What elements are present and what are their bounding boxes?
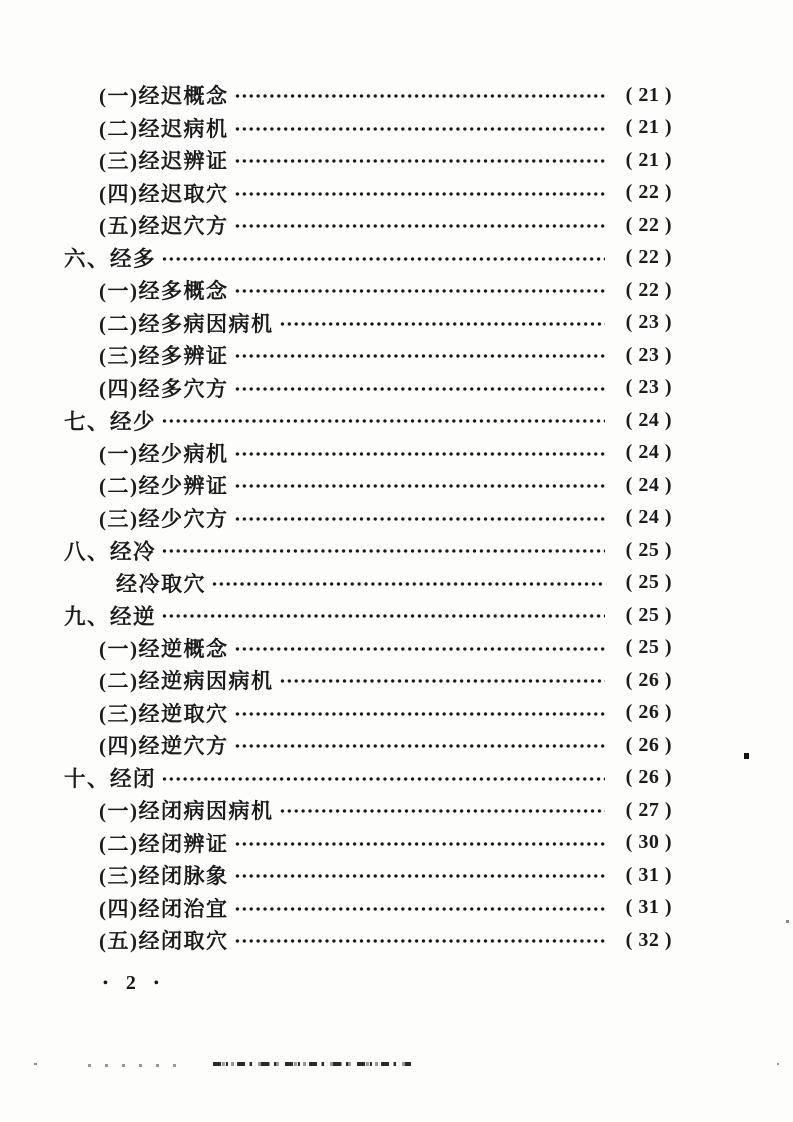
toc-entry-label: (二)经少辨证 xyxy=(99,474,229,499)
dot-leader xyxy=(234,191,606,197)
dot-leader xyxy=(234,483,606,489)
toc-entry xyxy=(0,924,793,957)
dot-leader xyxy=(234,93,606,99)
toc-entry xyxy=(0,729,793,762)
toc-entry-page: ( 23 ) xyxy=(625,343,672,366)
toc-entry-label: (一)经逆概念 xyxy=(99,636,229,661)
dot-leader xyxy=(234,451,606,457)
toc-entry xyxy=(0,599,793,632)
footer-page-number: 2 xyxy=(125,972,136,994)
toc-entry xyxy=(0,274,793,307)
scan-artifact-speck xyxy=(34,1063,37,1065)
dot-leader xyxy=(234,841,606,847)
toc-entry xyxy=(0,144,793,177)
toc-entry-label: (三)经闭脉象 xyxy=(99,864,229,889)
toc-entry-page: ( 23 ) xyxy=(625,311,672,334)
toc-entry-label: (二)经多病因病机 xyxy=(99,311,274,336)
toc-entry-label: 十、经闭 xyxy=(64,767,157,792)
dot-leader xyxy=(234,386,606,392)
dot-leader xyxy=(234,353,606,359)
toc-entry-label: (二)经闭辨证 xyxy=(99,831,229,856)
toc-entry xyxy=(0,307,793,340)
toc-entry-page: ( 32 ) xyxy=(625,928,672,951)
dot-leader xyxy=(234,158,606,164)
footer-dot-left: • xyxy=(103,976,108,991)
toc-entry-page: ( 24 ) xyxy=(625,408,672,431)
toc-entry-label: (一)经闭病因病机 xyxy=(99,799,274,824)
dot-leader xyxy=(234,743,606,749)
toc-entry-page: ( 22 ) xyxy=(625,213,672,236)
toc-entry-page: ( 26 ) xyxy=(625,766,672,789)
dot-leader xyxy=(279,808,606,814)
toc-entry xyxy=(0,437,793,470)
toc-entry-label: (三)经迟辨证 xyxy=(99,149,229,174)
dot-leader xyxy=(234,516,606,522)
toc-entry xyxy=(0,697,793,730)
toc-entry-label: (四)经逆穴方 xyxy=(99,734,229,759)
footer-dot-right: • xyxy=(153,976,159,991)
toc-entry xyxy=(0,859,793,892)
toc-entry-label: (五)经迟穴方 xyxy=(99,214,229,239)
toc-entry-page: ( 25 ) xyxy=(625,571,672,594)
toc-entry-page: ( 21 ) xyxy=(625,83,672,106)
toc-entry xyxy=(0,112,793,145)
dot-leader xyxy=(234,646,606,652)
toc-entry-label: (五)经闭取穴 xyxy=(99,929,229,954)
toc-entry-page: ( 31 ) xyxy=(625,863,672,886)
dot-leader xyxy=(234,288,606,294)
toc-entry xyxy=(0,469,793,502)
toc-entry xyxy=(0,339,793,372)
toc-entry xyxy=(0,762,793,795)
toc-entry-page: ( 30 ) xyxy=(625,831,672,854)
toc-entry-label: (一)经少病机 xyxy=(99,441,229,466)
toc-entry-page: ( 31 ) xyxy=(625,896,672,919)
scan-artifact-speck xyxy=(744,753,749,759)
toc-entry xyxy=(0,794,793,827)
scan-artifact-speck xyxy=(777,1063,779,1065)
scan-artifact-dashes-light xyxy=(88,1064,183,1067)
toc-entry-page: ( 24 ) xyxy=(625,506,672,529)
toc-entry xyxy=(0,404,793,437)
toc-entry-page: ( 25 ) xyxy=(625,603,672,626)
page-footer xyxy=(103,972,159,995)
scan-artifact-dashes-dark xyxy=(213,1062,411,1066)
toc-entry xyxy=(0,632,793,665)
dot-leader xyxy=(161,613,605,619)
toc-entry-page: ( 21 ) xyxy=(625,116,672,139)
dot-leader xyxy=(211,581,605,587)
dot-leader xyxy=(234,873,606,879)
toc-entry xyxy=(0,827,793,860)
toc-entry xyxy=(0,209,793,242)
toc-entry-page: ( 26 ) xyxy=(625,733,672,756)
dot-leader xyxy=(161,548,605,554)
toc-entry-page: ( 22 ) xyxy=(625,278,672,301)
toc-entry-page: ( 23 ) xyxy=(625,376,672,399)
toc-entry xyxy=(0,79,793,112)
toc-entry xyxy=(0,372,793,405)
toc-entry-label: 九、经逆 xyxy=(64,604,157,629)
toc-entry-label: (二)经迟病机 xyxy=(99,116,229,141)
toc-entry xyxy=(0,892,793,925)
toc-entry-label: 六、经多 xyxy=(64,247,157,272)
toc-entry-label: 七、经少 xyxy=(64,409,157,434)
toc-entry xyxy=(0,502,793,535)
scan-artifact-speck xyxy=(786,920,789,923)
toc-entry-page: ( 21 ) xyxy=(625,148,672,171)
toc-entry-page: ( 27 ) xyxy=(625,798,672,821)
dot-leader xyxy=(234,711,606,717)
toc-entry-page: ( 26 ) xyxy=(625,668,672,691)
dot-leader xyxy=(234,126,606,132)
toc-entry xyxy=(0,242,793,275)
dot-leader xyxy=(161,418,605,424)
toc-entry xyxy=(0,664,793,697)
toc-entry-label: 八、经冷 xyxy=(64,539,157,564)
toc-entry-label: (二)经逆病因病机 xyxy=(99,669,274,694)
toc-entry xyxy=(0,534,793,567)
dot-leader xyxy=(161,256,605,262)
toc-entry-page: ( 25 ) xyxy=(625,636,672,659)
toc-entry xyxy=(0,567,793,600)
toc-entry-label: (三)经逆取穴 xyxy=(99,701,229,726)
dot-leader xyxy=(234,906,606,912)
toc-entry-label: (一)经迟概念 xyxy=(99,84,229,109)
toc-entry-page: ( 25 ) xyxy=(625,538,672,561)
dot-leader xyxy=(279,321,606,327)
toc-entry-page: ( 22 ) xyxy=(625,246,672,269)
toc-entry-label: (四)经多穴方 xyxy=(99,376,229,401)
toc-entry-label: (一)经多概念 xyxy=(99,279,229,304)
toc-list xyxy=(0,79,793,957)
dot-leader xyxy=(279,678,606,684)
toc-entry-label: (三)经多辨证 xyxy=(99,344,229,369)
toc-entry-page: ( 26 ) xyxy=(625,701,672,724)
toc-entry-label: (三)经少穴方 xyxy=(99,506,229,531)
toc-entry-page: ( 24 ) xyxy=(625,473,672,496)
toc-entry xyxy=(0,177,793,210)
toc-entry-page: ( 24 ) xyxy=(625,441,672,464)
dot-leader xyxy=(234,938,606,944)
toc-entry-label: 经冷取穴 xyxy=(116,571,206,596)
dot-leader xyxy=(161,776,605,782)
dot-leader xyxy=(234,223,606,229)
toc-entry-label: (四)经闭治宜 xyxy=(99,896,229,921)
toc-entry-page: ( 22 ) xyxy=(625,181,672,204)
toc-entry-label: (四)经迟取穴 xyxy=(99,181,229,206)
